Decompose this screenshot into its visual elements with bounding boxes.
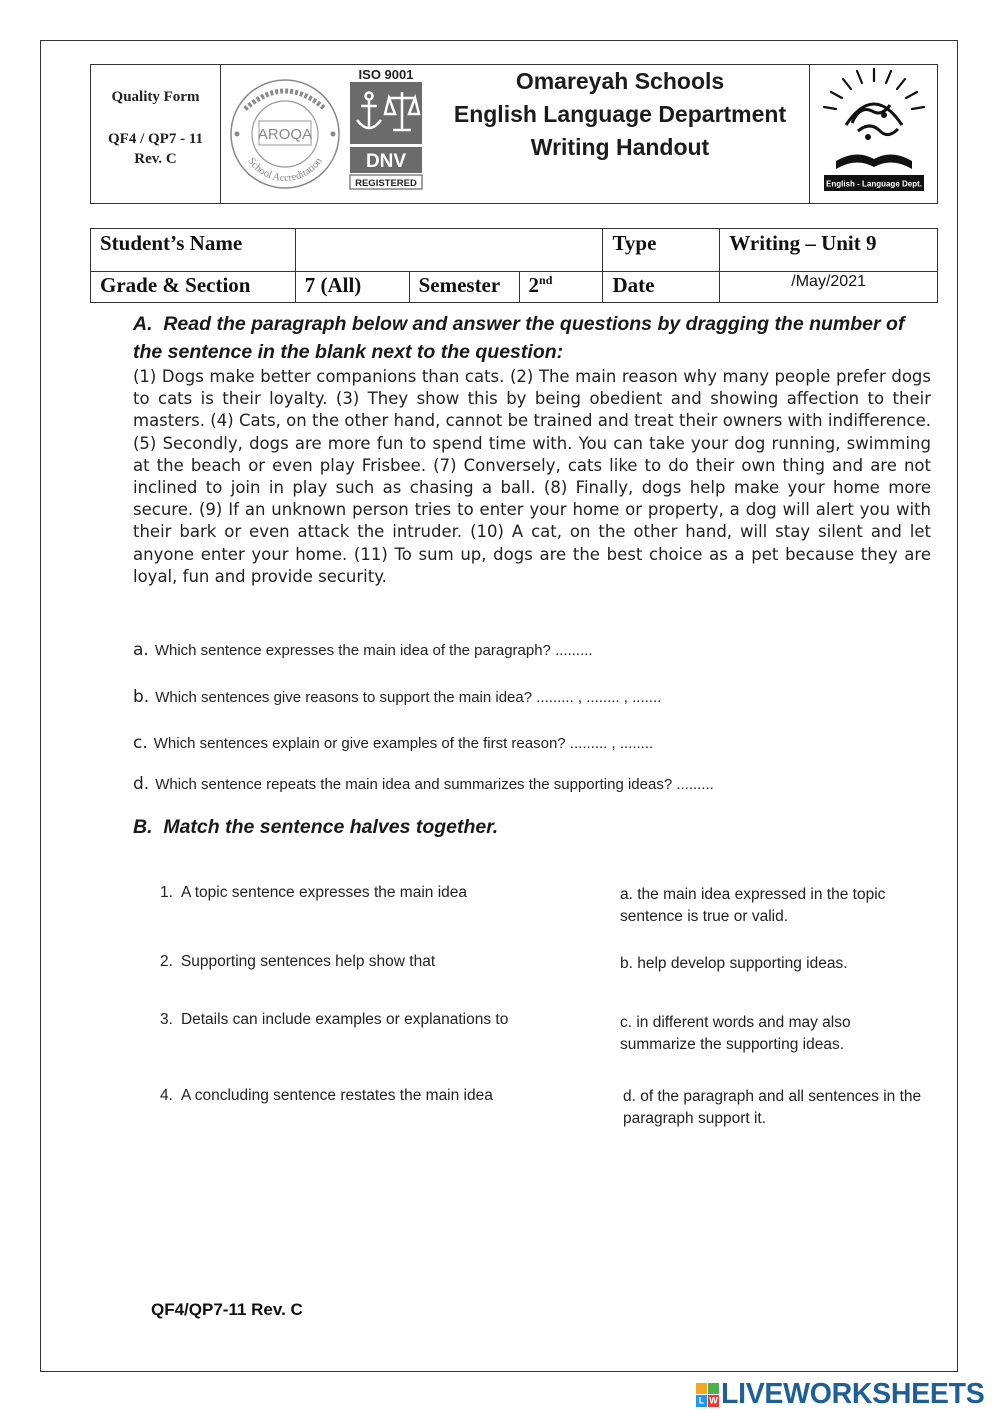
date-label: Date (603, 272, 720, 303)
section-b-letter: B. (133, 816, 153, 838)
section-a-instruction (133, 310, 933, 366)
question-d-text[interactable]: Which sentence repeats the main idea and summarizes the supporting ideas? ......... (155, 776, 714, 793)
footer-form-code: QF4/QP7-11 Rev. C (151, 1300, 303, 1319)
svg-text:DNV: DNV (365, 151, 407, 172)
match-left-item[interactable]: 1. A topic sentence expresses the main idea (160, 884, 467, 901)
section-a-letter: A. (133, 313, 153, 335)
department-name: English Language Department (453, 101, 787, 127)
school-emblem-icon (810, 65, 938, 203)
quality-form-cell (91, 65, 221, 203)
question-c: c. Which sentences explain or give examples of the first reason? ......... , ........ (133, 733, 654, 753)
match-right-item[interactable]: b. help develop supporting ideas. (620, 955, 848, 972)
question-b: b. Which sentences give reasons to support the main idea? ......... , ........ , ....... (133, 687, 662, 707)
aroqa-accreditation-logo (222, 65, 342, 203)
question-d: d. Which sentence repeats the main idea and summarizes the supporting ideas? ......... (133, 774, 714, 794)
match-left-item[interactable]: 4. A concluding sentence restates the main idea (160, 1087, 493, 1104)
aroqa-seal-icon (222, 65, 342, 203)
section-a-instruction-text: Read the paragraph below and answer the questions by dragging the number of the sentence in the blank next to the question: (133, 313, 905, 363)
semester-value: 2nd (519, 272, 603, 303)
svg-text:ISO 9001: ISO 9001 (358, 67, 414, 82)
document-header (90, 64, 938, 204)
svg-text:W: W (709, 1395, 718, 1406)
svg-text:REGISTERED: REGISTERED (355, 178, 417, 189)
svg-text:School Accreditation: School Accreditation (245, 155, 325, 185)
liveworksheets-logo-icon (696, 1383, 719, 1407)
question-c-text[interactable]: Which sentences explain or give examples of the first reason? ......... , ........ (153, 735, 654, 752)
quality-form-label: Quality Form (111, 89, 200, 105)
type-label: Type (603, 229, 720, 272)
student-info-table (90, 228, 938, 303)
semester-label: Semester (409, 272, 519, 303)
svg-text:English - Language Dept.: English - Language Dept. (825, 179, 923, 189)
match-right-item[interactable]: a. the main idea expressed in the topic sentence is true or valid. (620, 886, 886, 925)
school-name: Omareyah Schools (515, 68, 725, 94)
type-value: Writing – Unit 9 (720, 229, 938, 272)
match-left-item[interactable]: 3. Details can include examples or explanations to (160, 1011, 509, 1028)
match-left-item[interactable]: 2. Supporting sentences help show that (160, 953, 436, 970)
form-revision: Rev. C (134, 151, 177, 167)
question-a: a. Which sentence expresses the main idea of the paragraph? ......... (133, 640, 593, 660)
student-name-label: Student’s Name (91, 229, 296, 272)
form-code: QF4 / QP7 - 11 (108, 131, 203, 147)
svg-text:AROQA: AROQA (257, 126, 313, 143)
question-b-text[interactable]: Which sentences give reasons to support the main idea? ......... , ........ , ....... (155, 689, 662, 706)
question-a-text[interactable]: Which sentence expresses the main idea of the paragraph? ......... (154, 642, 593, 659)
section-b-instruction (133, 816, 498, 839)
liveworksheets-wordmark: LIVEWORKSHEETS (721, 1378, 985, 1410)
school-title-block (431, 65, 809, 203)
match-right-item[interactable]: c. in different words and may also summarize the supporting ideas. (620, 1014, 851, 1053)
student-name-field[interactable] (295, 229, 603, 272)
iso-anchor-icon (347, 66, 425, 190)
grade-section-value: 7 (All) (295, 272, 409, 303)
section-b-instruction-text: Match the sentence halves together. (163, 816, 499, 838)
school-logo (809, 65, 937, 203)
grade-section-label: Grade & Section (91, 272, 296, 303)
iso-dnv-certification-logo (347, 65, 425, 203)
svg-text:L: L (698, 1395, 705, 1406)
handout-title: Writing Handout (530, 134, 710, 160)
date-value: /May/2021 (720, 272, 938, 303)
match-right-item[interactable]: d. of the paragraph and all sentences in the paragraph support it. (623, 1088, 922, 1127)
reading-paragraph: (1) Dogs make better companions than cats. (2) The main reason why many people prefer dogs to cats is their loyalty. (3) They show this by being obedient and showing affection to their masters. (4) Cats, on the other hand, cannot be trained and treat their owners with indifference. (5) Secondly, dogs are more fun to spend time with. You can take your dog running, swimming at the beach or even play Frisbee. (7) Conversely, cats like to do their own thing and are not inclined to join in play such as chasing a ball. (8) Finally, dogs help make your home more secure. (9) If an unknown person tries to enter your home or property, a dog will alert you with their bark or even attack the intruder. (10) A cat, on the other hand, will stay silent and let anyone enter your home. (11) To sum up, dogs are the best choice as a pet because they are loyal, fun and provide security. (133, 367, 931, 586)
